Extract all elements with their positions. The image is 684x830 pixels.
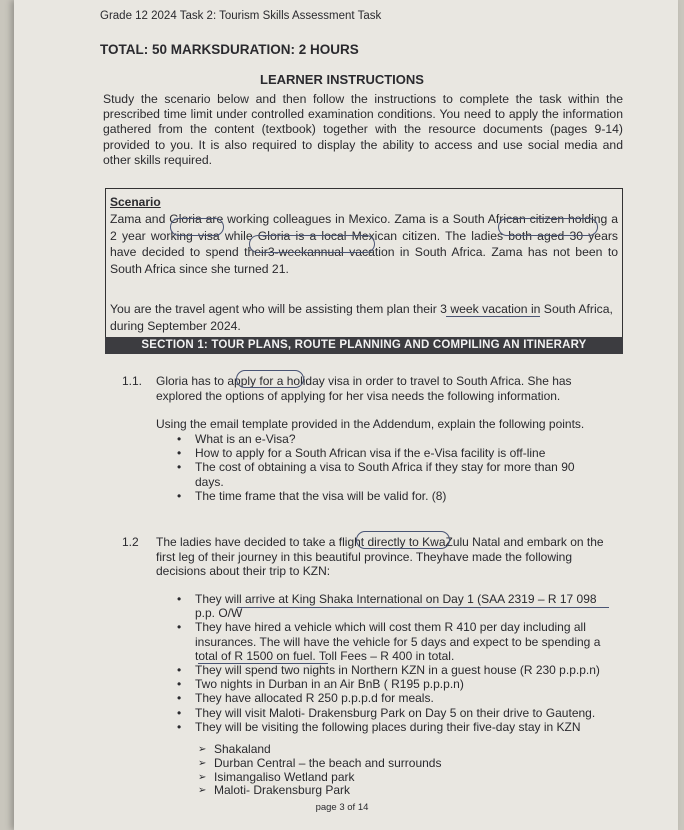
scenario-title: Scenario xyxy=(110,195,161,209)
instructions-paragraph: Study the scenario below and then follow the instructions to complete the task within the prescribed time limit under controlled examination conditions. You need to apply the information gathered from the content (textbook) together with the resource documents (pages 9-14) provided to you. It is also required to display the ability to access and use social media and other skills required. xyxy=(103,92,623,167)
places-list xyxy=(198,743,558,798)
list-item: ➢ Shakaland xyxy=(198,743,558,757)
list-item: • They will spend two nights in Northern KZN in a guest house (R 230 p.p.p.n) xyxy=(173,663,613,677)
list-item: • The time frame that the visa will be valid for. (8) xyxy=(173,489,593,503)
list-item: • What is an e-Visa? xyxy=(173,432,593,446)
scenario-paragraph-1: Zama and Gloria are working colleagues in Mexico. Zama is a South African citizen holding a 2 year working visa while Gloria is a local Mexican citizen. The ladies both aged 30 years have decided to spend their3-weekannual vacation in South Africa. Zama has not been to South Africa since she turned 21. xyxy=(110,212,618,276)
question-1-2-text: The ladies have decided to take a flight directly to KwaZulu Natal and embark on the first leg of their journey in this beautiful province. Theyhave made the following decisions about their trip to KZN: xyxy=(156,535,604,578)
instructions-heading: LEARNER INSTRUCTIONS xyxy=(260,72,424,87)
question-1-1-bullets xyxy=(173,432,593,503)
page-number: page 3 of 14 xyxy=(315,802,369,813)
scenario-box xyxy=(105,188,623,338)
list-item: • They have allocated R 250 p.p.p.d for meals. xyxy=(173,691,613,705)
list-item: • How to apply for a South African visa if the e-Visa facility is off-line xyxy=(173,446,593,460)
list-item: • They have hired a vehicle which will cost them R 410 per day including all insurances. The will have the vehicle for 5 days and expect to be spending a total of R 1500 on fuel. Toll Fees – R 400 in total. xyxy=(173,620,613,663)
question-1-1-instruction: Using the email template provided in the Addendum, explain the following points. xyxy=(156,417,585,431)
list-item: ➢ Maloti- Drakensburg Park xyxy=(198,784,558,798)
pen-underline-annotation xyxy=(198,663,328,664)
list-item: • They will visit Maloti- Drakensburg Park on Day 5 on their drive to Gauteng. xyxy=(173,706,613,720)
list-item: ➢ Durban Central – the beach and surrounds xyxy=(198,757,558,771)
list-item: • The cost of obtaining a visa to South Africa if they stay for more than 90 days. xyxy=(173,460,585,488)
page-header: Grade 12 2024 Task 2: Tourism Skills Assessment Task xyxy=(100,10,382,22)
pen-underline-annotation xyxy=(237,607,609,608)
total-marks-duration: TOTAL: 50 MARKSDURATION: 2 HOURS xyxy=(100,42,359,57)
pen-underline-annotation xyxy=(446,316,540,317)
list-item: • Two nights in Durban in an Air BnB ( R195 p.p.p.n) xyxy=(173,677,613,691)
scenario-paragraph-2: You are the travel agent who will be assisting them plan their 3 week vacation in South Africa, during September 2024. xyxy=(110,302,613,333)
list-item: • They will arrive at King Shaka International on Day 1 (SAA 2319 – R 17 098 p.p. O/W xyxy=(173,592,600,620)
question-1-1-text: Gloria has to apply for a holiday visa in order to travel to South Africa. She has explored the options of applying for her visa needs the following information. xyxy=(156,374,572,403)
list-item: ➢ Isimangaliso Wetland park xyxy=(198,771,558,785)
question-1-1-number: 1.1. xyxy=(122,374,143,388)
question-1-2-number: 1.2 xyxy=(122,535,139,549)
section-heading: SECTION 1: TOUR PLANS, ROUTE PLANNING AND COMPILING AN ITINERARY xyxy=(105,337,623,354)
list-item: • They will be visiting the following places during their five-day stay in KZN xyxy=(173,720,613,734)
